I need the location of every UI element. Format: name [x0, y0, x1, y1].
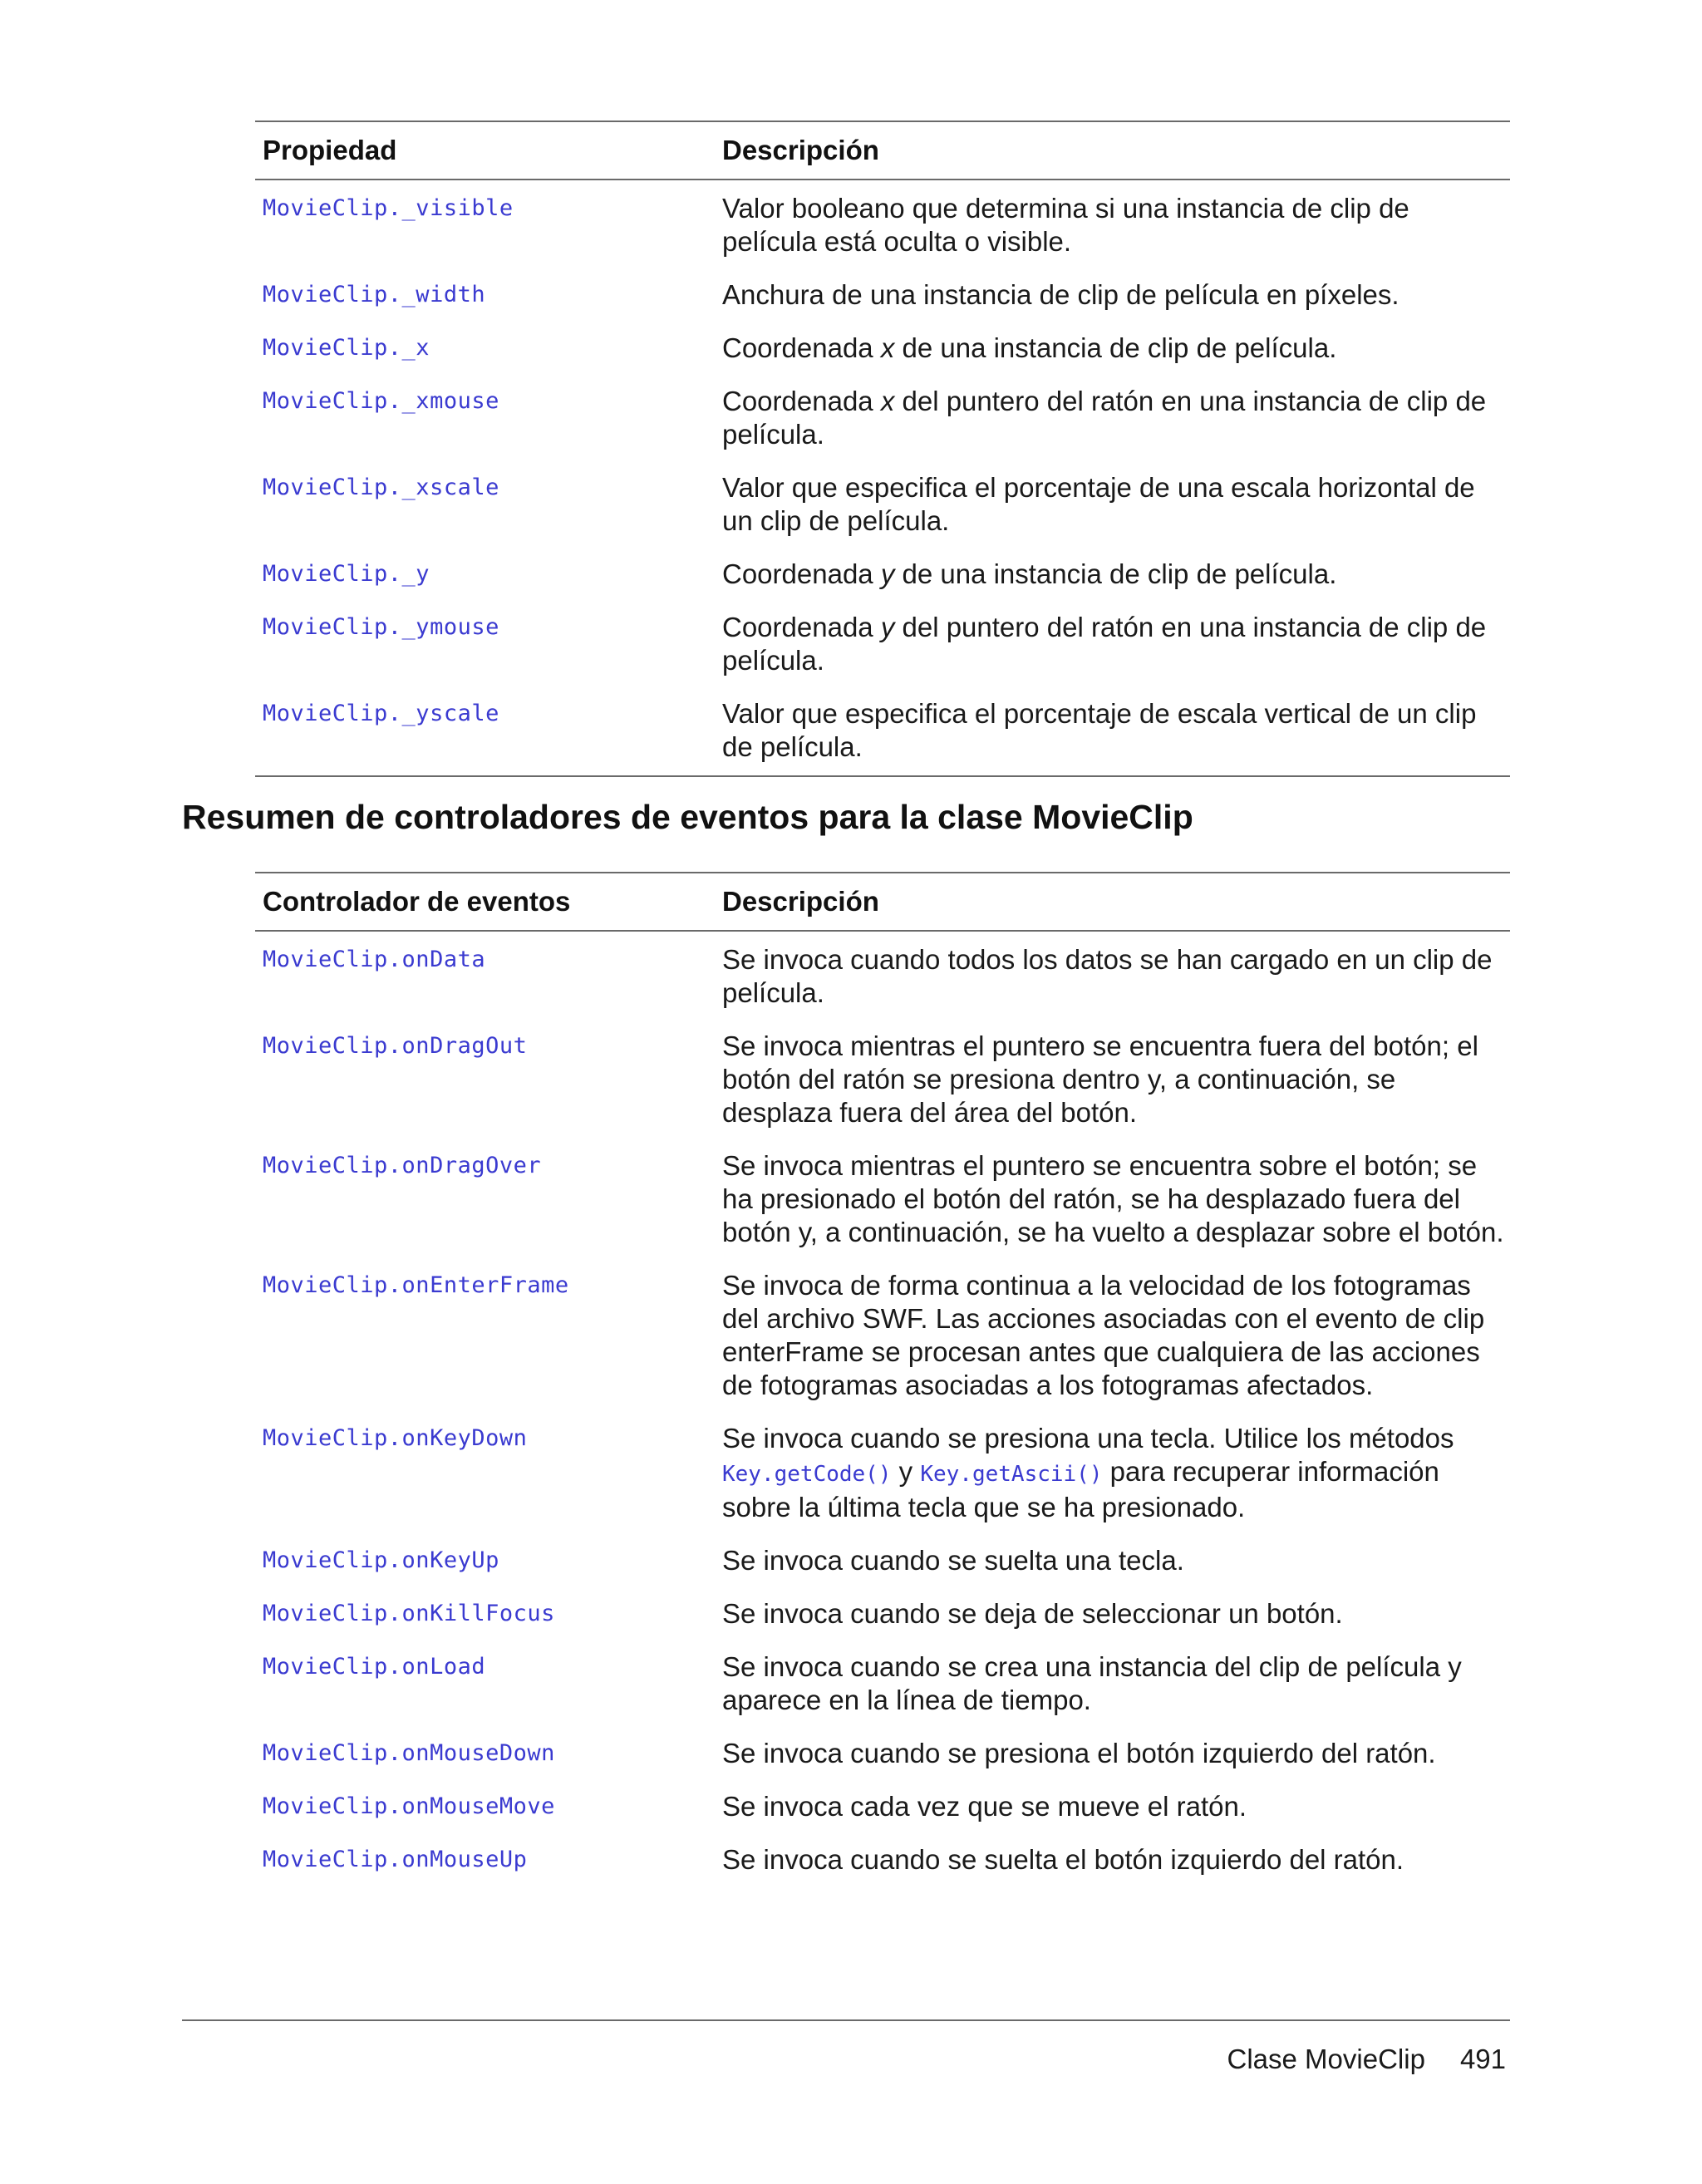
column-header-description: Descripción	[715, 121, 1510, 180]
table-row	[255, 1030, 1510, 1149]
description-text: para recuperar información sobre la última tecla que se ha presionado.	[722, 1456, 1439, 1522]
event-handler-link[interactable]: MovieClip.onMouseUp	[263, 1847, 528, 1872]
property-description	[715, 385, 1510, 471]
table-row	[255, 471, 1510, 558]
table-row	[255, 278, 1510, 332]
table-row	[255, 931, 1510, 1030]
description-text: de una instancia de clip de película.	[894, 332, 1337, 363]
property-name-link[interactable]: MovieClip._visible	[263, 195, 514, 221]
table-row	[255, 180, 1510, 278]
table-row	[255, 1422, 1510, 1544]
property-name-link[interactable]: MovieClip._width	[263, 282, 486, 307]
description-text: Se invoca cuando se presiona una tecla. Utilice los métodos	[722, 1423, 1454, 1454]
property-name-link[interactable]: MovieClip._ymouse	[263, 614, 499, 640]
event-description: Se invoca cuando todos los datos se han cargado en un clip de película.	[722, 944, 1493, 1008]
property-name-link[interactable]: MovieClip._yscale	[255, 697, 715, 776]
column-header-event-handler: Controlador de eventos	[255, 873, 715, 931]
column-header-property: Propiedad	[255, 121, 715, 180]
property-description	[715, 558, 1510, 611]
property-name-link[interactable]: MovieClip._xmouse	[263, 388, 499, 414]
property-name-link[interactable]: MovieClip._x	[263, 335, 430, 361]
description-text: Coordenada	[722, 612, 881, 642]
description-text: Coordenada	[722, 558, 881, 589]
description-text: y	[891, 1456, 921, 1487]
column-header-description: Descripción	[715, 873, 1510, 931]
event-handler-link[interactable]: MovieClip.onLoad	[263, 1654, 486, 1680]
description-text: del puntero del ratón en una instancia de clip de película.	[722, 612, 1487, 676]
footer-divider	[182, 2019, 1510, 2021]
footer-section-name: Clase MovieClip	[1227, 2044, 1425, 2074]
method-link-getcode[interactable]: Key.getCode()	[722, 1462, 892, 1487]
event-description: Se invoca cuando se suelta el botón izquierdo del ratón.	[722, 1844, 1404, 1875]
properties-table-header	[255, 121, 1510, 180]
table-row	[255, 1843, 1510, 1888]
description-text: del puntero del ratón en una instancia de clip de película.	[722, 386, 1487, 450]
table-row	[255, 1650, 1510, 1737]
description-text: Coordenada	[722, 332, 881, 363]
table-row	[255, 332, 1510, 385]
events-table	[255, 872, 1510, 1888]
description-italic-term: x	[880, 386, 895, 416]
page-number: 491	[1459, 2044, 1506, 2074]
event-handler-link[interactable]: MovieClip.onMouseMove	[263, 1793, 555, 1819]
event-handler-link[interactable]: MovieClip.onDragOut	[263, 1033, 528, 1059]
description-italic-term: x	[880, 332, 895, 363]
event-description: Se invoca cuando se deja de seleccionar un botón.	[722, 1598, 1343, 1629]
table-row	[255, 385, 1510, 471]
properties-table	[255, 121, 1510, 777]
table-row	[255, 1149, 1510, 1269]
event-handler-link[interactable]: MovieClip.onMouseDown	[263, 1740, 555, 1766]
property-name-link[interactable]: MovieClip._xscale	[263, 475, 499, 500]
event-description: Se invoca cuando se suelta una tecla.	[722, 1545, 1184, 1576]
table-row	[255, 1544, 1510, 1597]
event-description: Se invoca mientras el puntero se encuentra sobre el botón; se ha presionado el botón del ratón, se ha desplazado fuera del botón y, a continuación, se ha vuelto a desplazar sobre el botón.	[722, 1150, 1504, 1247]
event-description: Se invoca mientras el puntero se encuentra fuera del botón; el botón del ratón se presiona dentro y, a continuación, se desplaza fuera del área del botón.	[722, 1031, 1478, 1128]
table-row	[255, 558, 1510, 611]
event-handler-link[interactable]: MovieClip.onKillFocus	[263, 1601, 555, 1626]
events-table-header	[255, 873, 1510, 931]
section-title: Resumen de controladores de eventos para la clase MovieClip	[182, 798, 1193, 836]
table-row	[255, 611, 1510, 697]
property-name-link[interactable]: MovieClip._y	[263, 561, 430, 587]
method-link-getascii[interactable]: Key.getAscii()	[920, 1462, 1103, 1487]
table-row	[255, 1597, 1510, 1650]
table-row	[255, 697, 1510, 776]
event-handler-link[interactable]: MovieClip.onData	[263, 947, 486, 972]
event-handler-link[interactable]: MovieClip.onDragOver	[263, 1153, 542, 1178]
event-description: Se invoca cuando se presiona el botón izquierdo del ratón.	[722, 1738, 1436, 1768]
event-description: Se invoca de forma continua a la velocidad de los fotogramas del archivo SWF. Las acciones asociadas con el evento de clip enterFrame se procesan antes que cualquiera de las acciones de fotogramas asociadas a los fotogramas afectados.	[722, 1270, 1485, 1400]
event-description	[715, 1422, 1510, 1544]
event-description: Se invoca cada vez que se mueve el ratón.	[722, 1791, 1247, 1822]
description-text: de una instancia de clip de película.	[894, 558, 1337, 589]
description-text: Coordenada	[722, 386, 881, 416]
table-row	[255, 1737, 1510, 1790]
property-description: Valor que especifica el porcentaje de una escala horizontal de un clip de película.	[722, 472, 1475, 536]
property-description: Valor que especifica el porcentaje de escala vertical de un clip de película.	[715, 697, 1510, 776]
description-italic-term: y	[880, 558, 895, 589]
page-footer	[1227, 2043, 1506, 2076]
event-handler-link[interactable]: MovieClip.onEnterFrame	[263, 1272, 569, 1298]
description-italic-term: y	[880, 612, 895, 642]
property-description	[715, 332, 1510, 385]
property-description: Anchura de una instancia de clip de película en píxeles.	[722, 279, 1399, 310]
table-row	[255, 1790, 1510, 1843]
property-description: Valor booleano que determina si una instancia de clip de película está oculta o visible.	[722, 193, 1409, 257]
event-handler-link[interactable]: MovieClip.onKeyDown	[263, 1425, 528, 1451]
table-row	[255, 1269, 1510, 1422]
property-description	[715, 611, 1510, 697]
event-handler-link[interactable]: MovieClip.onKeyUp	[263, 1547, 499, 1573]
event-description: Se invoca cuando se crea una instancia del clip de película y aparece en la línea de tiempo.	[722, 1651, 1462, 1715]
